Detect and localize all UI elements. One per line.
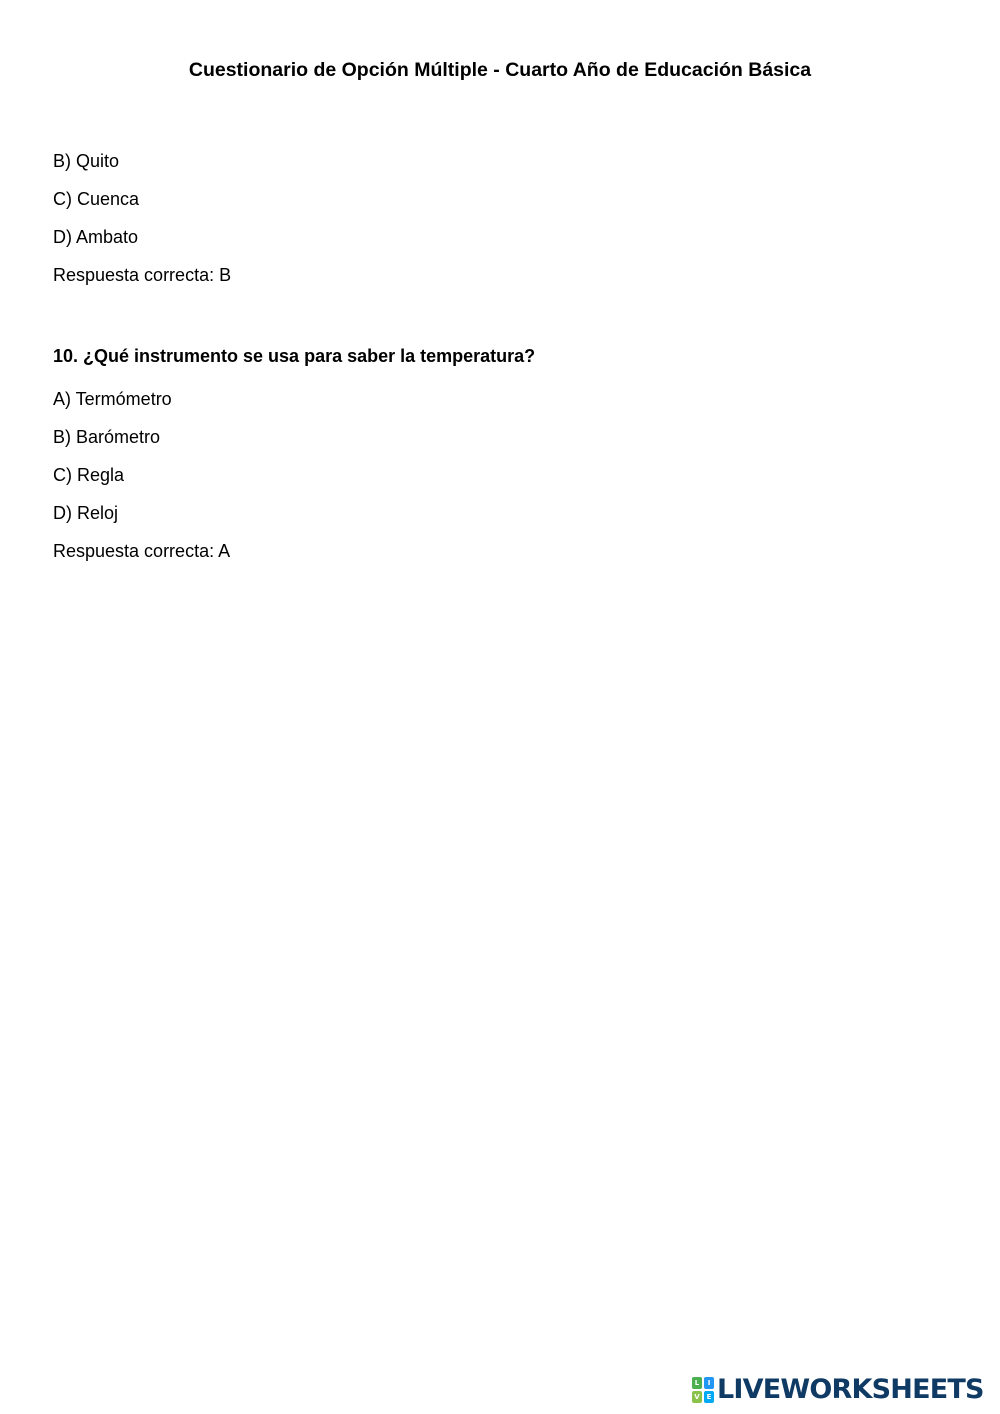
logo-mark-letter: V (692, 1391, 702, 1403)
option-b-quito: B) Quito (53, 151, 120, 171)
option-c-regla: C) Regla (53, 465, 125, 485)
logo-mark-letter: L (692, 1377, 702, 1389)
logo-mark-letter: I (704, 1377, 714, 1389)
liveworksheets-logo (692, 1373, 984, 1407)
liveworksheets-logo-text: LIVEWORKSHEETS (717, 1374, 984, 1405)
option-d-ambato: D) Ambato (53, 227, 139, 247)
correct-answer-previous: Respuesta correcta: B (53, 265, 232, 285)
liveworksheets-logo-icon (692, 1377, 714, 1403)
logo-mark-letter: E (704, 1391, 714, 1403)
option-b-barometro: B) Barómetro (53, 427, 161, 447)
option-c-cuenca: C) Cuenca (53, 189, 140, 209)
option-a-termometro: A) Termómetro (53, 389, 172, 409)
question-10: 10. ¿Qué instrumento se usa para saber la temperatura? (53, 346, 536, 366)
correct-answer-10: Respuesta correcta: A (53, 541, 231, 561)
page-title: Cuestionario de Opción Múltiple - Cuarto Año de Educación Básica (188, 59, 812, 81)
option-d-reloj: D) Reloj (53, 503, 119, 523)
